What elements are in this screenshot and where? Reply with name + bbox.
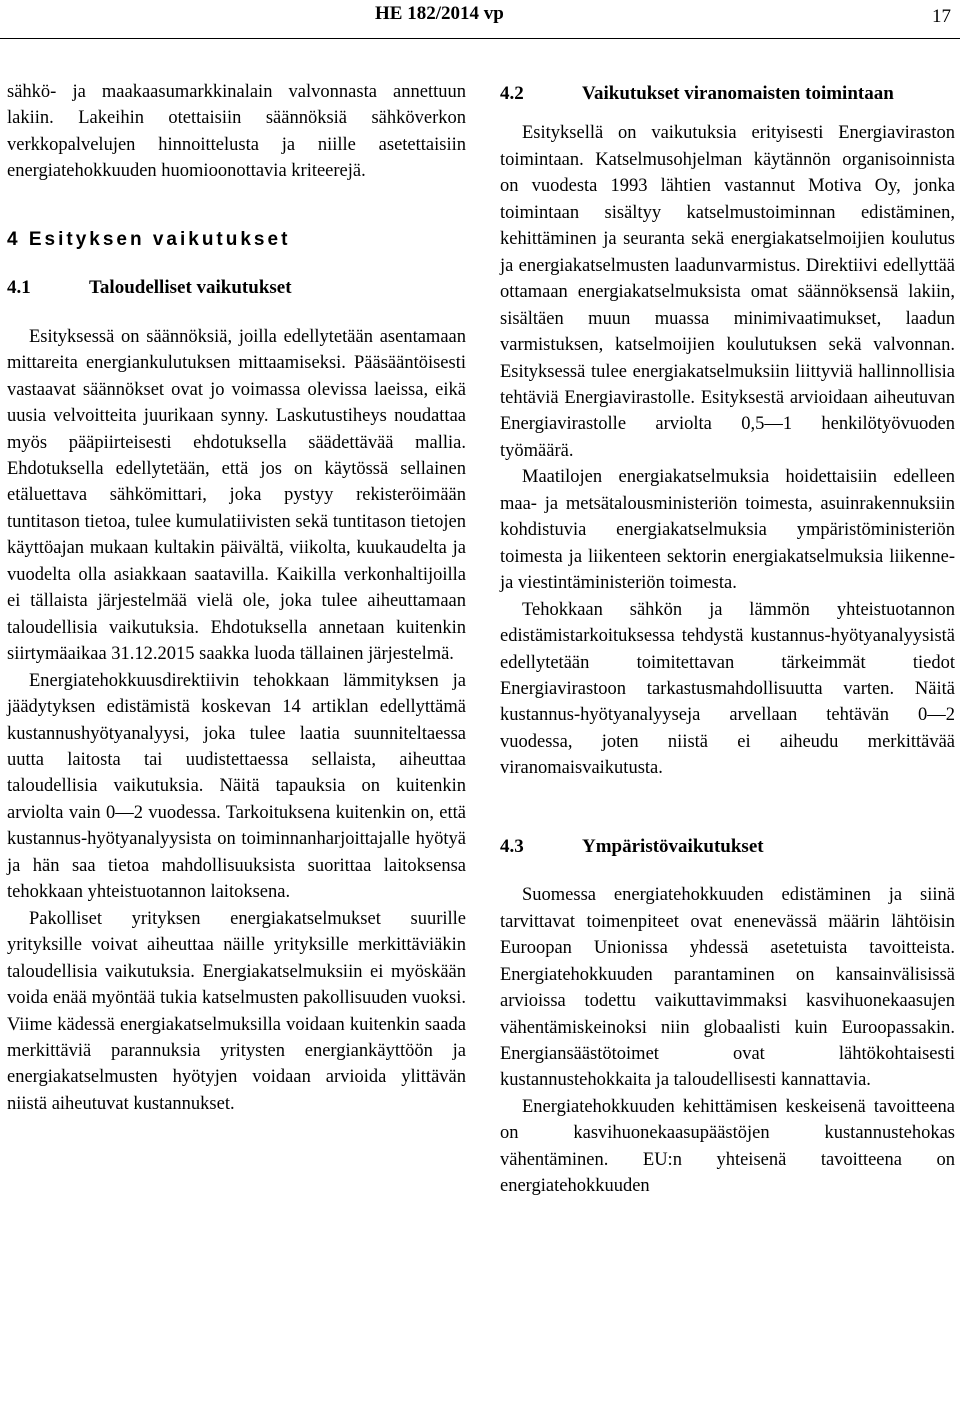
section-heading-4-2 [500,81,955,107]
section-number: 4.2 [500,83,524,104]
section-heading-4-1 [7,275,466,301]
body-paragraph: Maatilojen energiakatselmuksia hoidettaisiin edelleen maa- ja metsätalousministeriön toimesta, asuinrakennuksiin kohdistuvia energiakatselmuksia ympäristöministeriön toimesta ja liikenteen sektorin energiakatselmuksia liikenne- ja viestintäministeriön toimesta. [500,467,955,594]
continuation-paragraph: sähkö- ja maakaasumarkkinalain valvonnasta annettuun lakiin. Lakeihin otettaisiin säännöksiä sähköverkon verkkopalvelujen hinnoittelusta ja niille asetettaisiin energiatehokkuuden huomioonottavia kriteerejä. [7,82,466,182]
body-paragraph: Tehokkaan sähkön ja lämmön yhteistuotannon edistämistarkoituksessa tehdystä kustannus-hyötyanalyysistä edellytetään toimitettavan tärkeimmät tiedot Energiavirastoon tarkastusmahdollisuutta varten. Näitä kustannus-hyötyanalyyseja arvellaan tehtävän 0—2 vuodessa, joten niistä ei aiheudu merkittävää viranomaisvaikutusta. [500,599,955,779]
right-column [500,81,955,1200]
section-title: Vaikutukset viranomaisten toimintaan [582,83,894,104]
section-heading-4-3 [500,834,955,860]
body-paragraph: Suomessa energiatehokkuuden edistäminen ja siinä tarvittavat toimenpiteet ovat enenevässä määrin lähtöisin Euroopan Unionissa yhdessä asetetuista tavoitteista. Energiatehokkuuden parantaminen on kansainvälisissä arvioissa todettu vaikuttavimmaksi kasvihuonekaasujen vähentämiskeinoksi niin globaalisti kuin Euroopassakin. Energiansäästötoimet ovat lähtökohtaisesti kustannustehokkaita ja taloudellisesti kannattavia. [500,885,955,1091]
section-number: 4.1 [7,277,31,299]
page-number: 17 [932,6,951,27]
chapter-heading: 4 Esityksen vaikutukset [7,228,291,250]
left-column [7,79,466,1117]
section-title: Taloudelliset vaikutukset [89,277,292,299]
body-paragraph: Pakolliset yrityksen energiakatselmukset suurille yrityksille voivat aiheuttaa näille yrityksille merkittäviäkin taloudellisia vaikutuksia. Energiakatselmuksiin ei myöskään voida enää myöntää tukia katselmusten pakollisuuden vuoksi. Viime kädessä energiakatselmuksilla voidaan kuitenkin saada merkittäviä parannuksia yritysten energiankäyttöön ja energiakatselmusten hyötyjen voidaan arvioida ylittävän niistä aiheutuvat kustannukset. [7,908,466,1114]
document-id: HE 182/2014 vp [375,3,504,24]
header-rule [0,38,960,39]
body-paragraph: Esityksellä on vaikutuksia erityisesti Energiaviraston toimintaan. Katselmusohjelman käytännön organisoinnista on vuodesta 1993 lähtien vastannut Motiva Oy, jonka toimintaan sisältyy katselmustoiminnan edistäminen, kehittäminen ja seuranta sekä energiakatselmoijien koulutus ja energiakatselmusten laadunvarmistus. Direktiivi edellyttää ottamaan energiakatselmuksista omat säännöksensä lakiin, sisältäen muun muassa minimivaatimukset, laadun varmistuksen, katselmoijien koulutuksen sekä valvonnan. Esityksessä tulee energiakatselmuksiin liittyviä hallinnollisia tehtäviä Energiavirastolle. Esityksestä arvioidaan aiheutuvan Energiavirastolle arviolta 0,5—1 henkilötyövuoden työmäärä. [500,123,955,461]
body-paragraph: Esityksessä on säännöksiä, joilla edellytetään asentamaan mittareita energiankulutuksen mittaamiseksi. Pääsääntöisesti vastaavat säännökset ovat jo voimassa olevissa laeissa, eikä uusia velvoitteita juurikaan synny. Laskutustiheys noudattaa myös pääpiirteisesti ehdotuksella säädettävää mallia. Ehdotuksella edellytetään, että jos on käytössä sellainen etäluettava sähkömittari, joka pystyy rekisteröimään tuntitason tietoa, tulee kumulatiivisten sekä tuntitason tietojen käyttöajan mukaan kultakin päivältä, viikolta, kuukaudelta ja vuodelta olla asiakkaan saatavilla. Kaikilla verkonhaltijoilla ei tällaista järjestelmää vielä ole, joka tulee aiheuttamaan taloudellisia vaikutuksia. Ehdotuksella annetaan kuitenkin siirtymäaikaa 31.12.2015 saakka luoda tällainen järjestelmä. [7,326,466,665]
page-header [0,0,960,44]
section-number: 4.3 [500,835,524,857]
body-paragraph: Energiatehokkuuden kehittämisen keskeisenä tavoitteena on kasvihuonekaasupäästöjen kustannustehokas vähentäminen. EU:n yhteisenä tavoitteena on energiatehokkuuden [500,1096,955,1197]
body-paragraph: Energiatehokkuusdirektiivin tehokkaan lämmityksen ja jäädytyksen edistämistä koskevan 14 artiklan edellyttämä kustannushyötyanalyysi, joka tulee laatia suunniteltaessa uutta laitosta tai uudistettaessa sellaista, aiheuttaa taloudellisia vaikutuksia. Näitä tapauksia on kuitenkin arviolta vain 0—2 vuodessa. Tarkoituksena kuitenkin on, että kustannus-hyötyanalyysista on toiminnanharjoittajalle hyötyä ja hän saa tietoa mahdollisuuksista suorittaa laitoksensa tehokkaan yhteistuotannon laitoksena. [7,670,466,903]
section-title: Ympäristövaikutukset [582,835,764,857]
